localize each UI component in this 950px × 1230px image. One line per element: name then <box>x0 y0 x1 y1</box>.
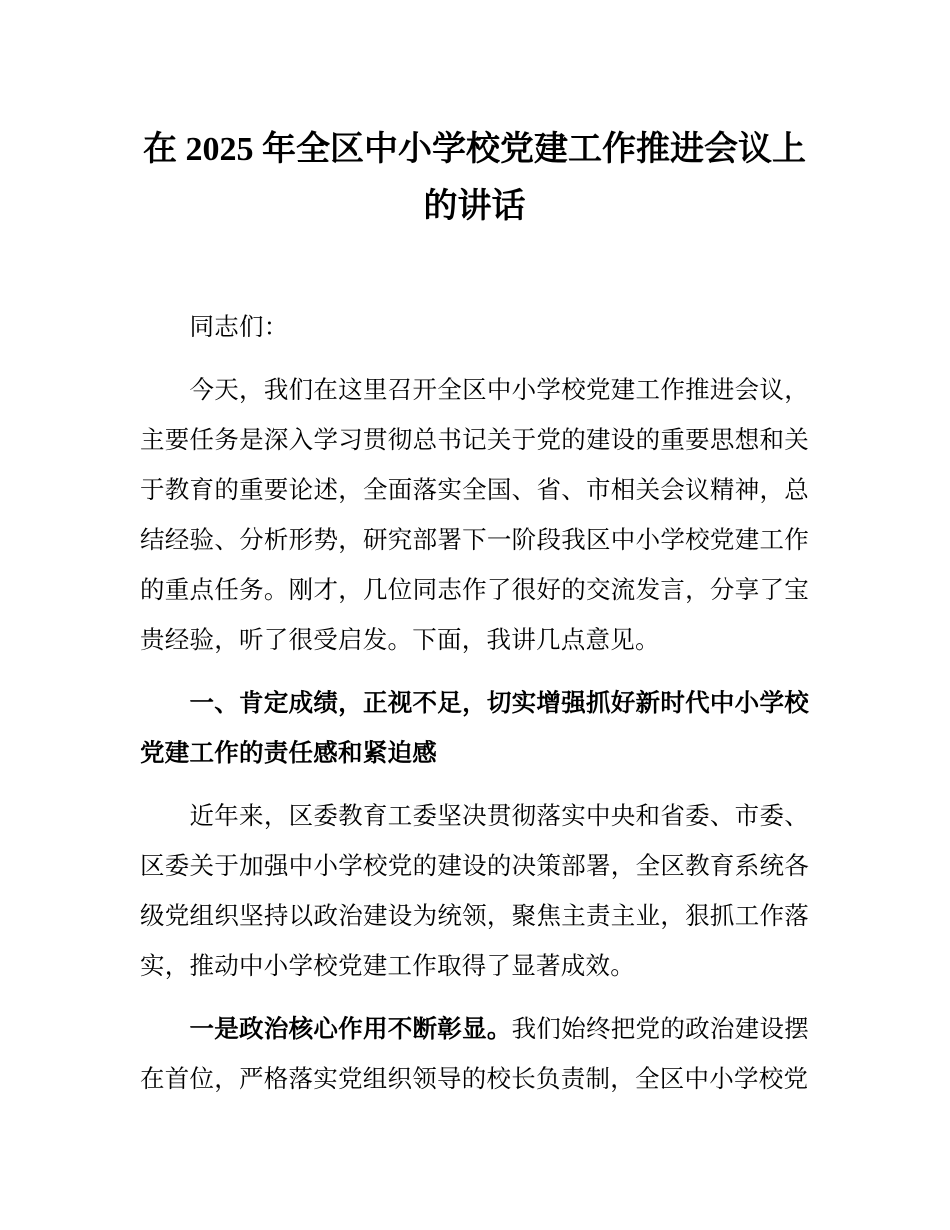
point1-text: 我们始终把党的政治建设摆在首位，严格落实党组织领导的校长负责制，全区中小学校党 <box>140 1016 809 1093</box>
paragraph-point1 <box>140 1005 809 1105</box>
point1-lead: 一是政治核心作用不断彰显。 <box>189 1016 512 1043</box>
paragraph-intro: 今天，我们在这里召开全区中小学校党建工作推进会议，主要任务是深入学习贯彻总书记关于党的建设的重要思想和关于教育的重要论述，全面落实全国、省、市相关会议精神，总结经验、分析形势，研究部署下一阶段我区中小学校党建工作的重点任务。刚才，几位同志作了很好的交流发言，分享了宝贵经验，听了很受启发。下面，我讲几点意见。 <box>140 377 809 654</box>
paragraph-section1: 近年来，区委教育工委坚决贯彻落实中央和省委、市委、区委关于加强中小学校党的建设的决策部署，全区教育系统各级党组织坚持以政治建设为统领，聚焦主责主业，狠抓工作落实，推动中小学校党建工作取得了显著成效。 <box>140 803 809 980</box>
document-title <box>140 121 809 235</box>
document-title-line2: 的讲话 <box>423 188 526 225</box>
salutation: 同志们： <box>189 314 289 341</box>
section1-heading: 一、肯定成绩，正视不足，切实增强抓好新时代中小学校党建工作的责任感和紧迫感 <box>140 690 809 767</box>
document-title-line1: 在 2025 年全区中小学校党建工作推进会议上 <box>143 131 806 168</box>
